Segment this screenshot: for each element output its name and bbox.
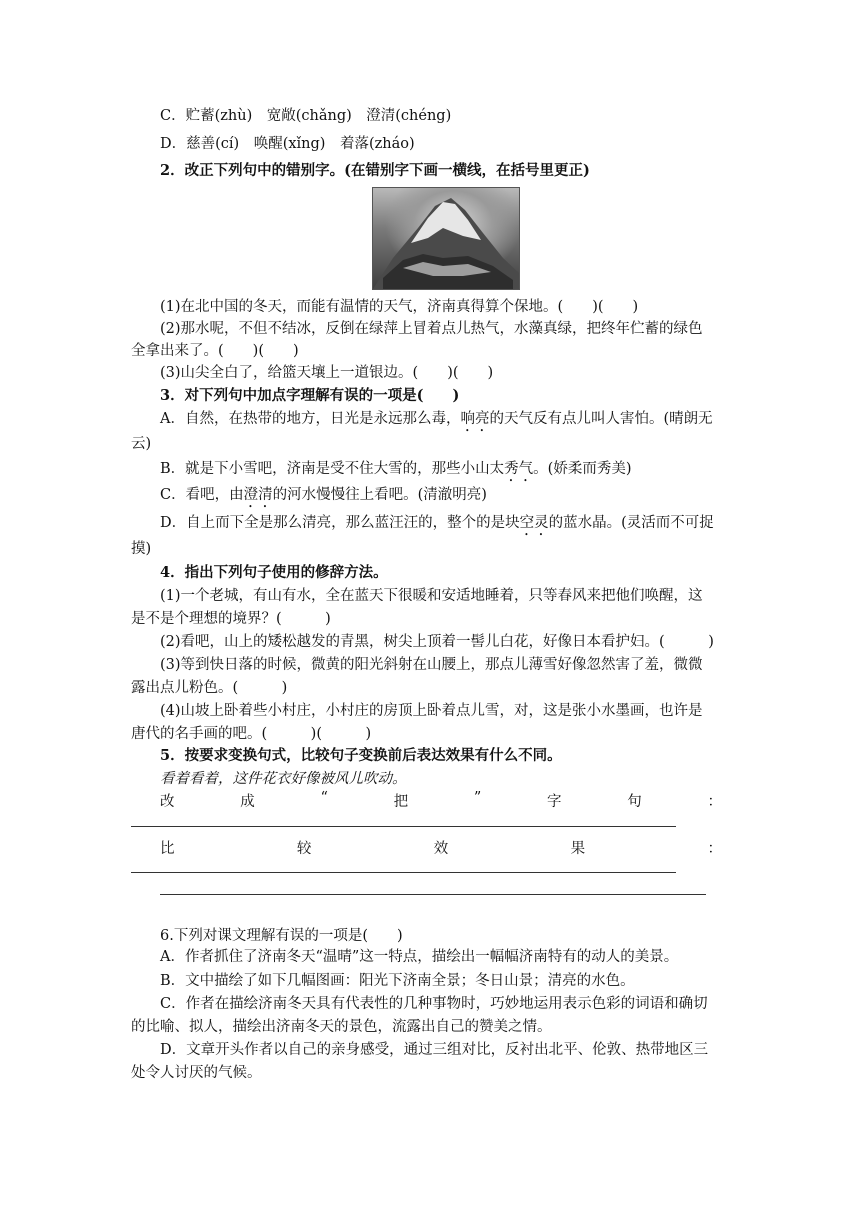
question-6-option-a: A．作者抓住了济南冬天“温晴”这一特点，描绘出一幅幅济南特有的动人的美景。 xyxy=(160,949,679,965)
ba-char: 成 xyxy=(240,794,255,810)
q3-c-dotted-word: 澄清 xyxy=(243,487,273,503)
question-3-option-c xyxy=(160,484,487,511)
answer-line[interactable] xyxy=(160,894,706,895)
ba-char: “ xyxy=(320,790,328,806)
question-3-option-b xyxy=(160,458,631,485)
question-6-option-c-line-1: C．作者在描绘济南冬天具有代表性的几种事物时，巧妙地运用表示色彩的词语和确切 xyxy=(160,996,708,1012)
q3-a-text-pre: A．自然，在热带的地方，日光是永远那么毒， xyxy=(160,411,461,427)
q3-b-text-post: 。(娇柔而秀美) xyxy=(533,461,632,477)
question-6-title: 6.下列对课文理解有误的一项是( ) xyxy=(160,928,403,944)
question-2-item-2-line-1: (2)那水呢，不但不结冰，反倒在绿萍上冒着点儿热气，水藻真绿，把终年伫蓄的绿色 xyxy=(160,321,703,337)
question-2-title: 2．改正下列句中的错别字。(在错别字下画一横线，在括号里更正) xyxy=(160,162,590,179)
question-2-item-3: (3)山尖全白了，给篮天壤上一道银边。( )( ) xyxy=(160,365,494,381)
compare-effect-label xyxy=(160,837,722,858)
rewrite-ba-sentence-label xyxy=(160,790,722,811)
question-6-option-b: B．文中描绘了如下几幅图画：阳光下济南全景；冬日山景；清亮的水色。 xyxy=(160,973,635,989)
q3-a-dotted-word: 响亮 xyxy=(460,411,490,427)
cmp-char: 效 xyxy=(433,841,449,857)
cmp-char: 比 xyxy=(160,841,175,857)
ba-char: ： xyxy=(707,794,722,810)
q3-b-dotted-word: 秀气 xyxy=(504,461,534,477)
question-4-item-3-line-1: (3)等到快日落的时候，微黄的阳光斜射在山腰上，那点儿薄雪好像忽然害了羞，微微 xyxy=(160,657,703,673)
question-4-item-2: (2)看吧，山上的矮松越发的青黑，树尖上顶着一髻儿白花，好像日本看护妇。( ) xyxy=(160,634,714,650)
ba-char: 句 xyxy=(627,794,642,810)
question-4-item-4-line-2: 唐代的名手画的吧。( )( ) xyxy=(131,726,372,742)
q3-d-dotted-word: 空灵 xyxy=(519,515,549,531)
question-3-option-d-line-1 xyxy=(160,512,714,539)
cmp-char: 较 xyxy=(296,841,312,857)
option-c: C．贮蓄(zhù) 宽敞(chǎng) 澄清(chéng) xyxy=(160,108,452,124)
snow-mountain-photo xyxy=(372,187,520,290)
question-3-title: 3．对下列句中加点字理解有误的一项是( ) xyxy=(160,387,460,404)
cmp-char: ： xyxy=(707,841,722,857)
q3-d-text-pre: D．自上而下全是那么清亮，那么蓝汪汪的，整个的是块 xyxy=(160,515,520,531)
question-4-title: 4．指出下列句子使用的修辞方法。 xyxy=(160,564,388,581)
cmp-char: 果 xyxy=(570,841,586,857)
question-4-item-1-line-2: 是不是个理想的境界？( ) xyxy=(131,611,331,627)
q3-c-text-post: 的河水慢慢往上看吧。(清澈明亮) xyxy=(272,487,487,503)
ba-char: ” xyxy=(473,790,482,806)
question-4-item-4-line-1: (4)山坡上卧着些小村庄，小村庄的房顶上卧着点儿雪，对，这是张小水墨画，也许是 xyxy=(160,703,703,719)
question-6-option-d-line-2: 处令人讨厌的气候。 xyxy=(131,1065,262,1081)
question-6-option-d-line-1: D．文章开头作者以自己的亲身感受，通过三组对比，反衬出北平、伦敦、热带地区三 xyxy=(160,1042,709,1058)
ba-char: 把 xyxy=(393,794,409,810)
question-3-option-a-line-1 xyxy=(160,408,713,435)
ba-char: 字 xyxy=(547,794,562,810)
mountain-illustration xyxy=(373,188,519,289)
question-2-item-1: (1)在北中国的冬天，而能有温情的天气，济南真得算个保地。( )( ) xyxy=(160,299,639,315)
question-3-option-d-line-2: 摸) xyxy=(131,541,152,557)
q3-c-text-pre: C．看吧，由 xyxy=(160,487,244,503)
question-6-option-c-line-2: 的比喻、拟人，描绘出济南冬天的景色，流露出自己的赞美之情。 xyxy=(131,1019,552,1035)
question-5-sentence: 看着看着，这件花衣好像被风儿吹动。 xyxy=(160,771,407,787)
ba-char: 改 xyxy=(160,794,175,810)
option-d: D．慈善(cí) 唤醒(xǐng) 着落(zháo) xyxy=(160,136,415,152)
q3-a-text-post: 的天气反有点儿叫人害怕。(晴朗无 xyxy=(489,411,713,427)
question-3-option-a-line-2: 云) xyxy=(131,436,152,452)
question-4-item-1-line-1: (1)一个老城，有山有水，全在蓝天下很暖和安适地睡着，只等春风来把他们唤醒，这 xyxy=(160,588,703,604)
q3-d-text-post: 的蓝水晶。(灵活而不可捉 xyxy=(548,515,714,531)
q3-b-text-pre: B．就是下小雪吧，济南是受不住大雪的，那些小山太 xyxy=(160,461,505,477)
answer-line[interactable] xyxy=(131,872,676,873)
answer-line[interactable] xyxy=(131,826,676,827)
question-5-title: 5．按要求变换句式，比较句子变换前后表达效果有什么不同。 xyxy=(160,747,562,764)
question-4-item-3-line-2: 露出点儿粉色。( ) xyxy=(131,680,288,696)
question-2-item-2-line-2: 全拿出来了。( )( ) xyxy=(131,343,299,359)
